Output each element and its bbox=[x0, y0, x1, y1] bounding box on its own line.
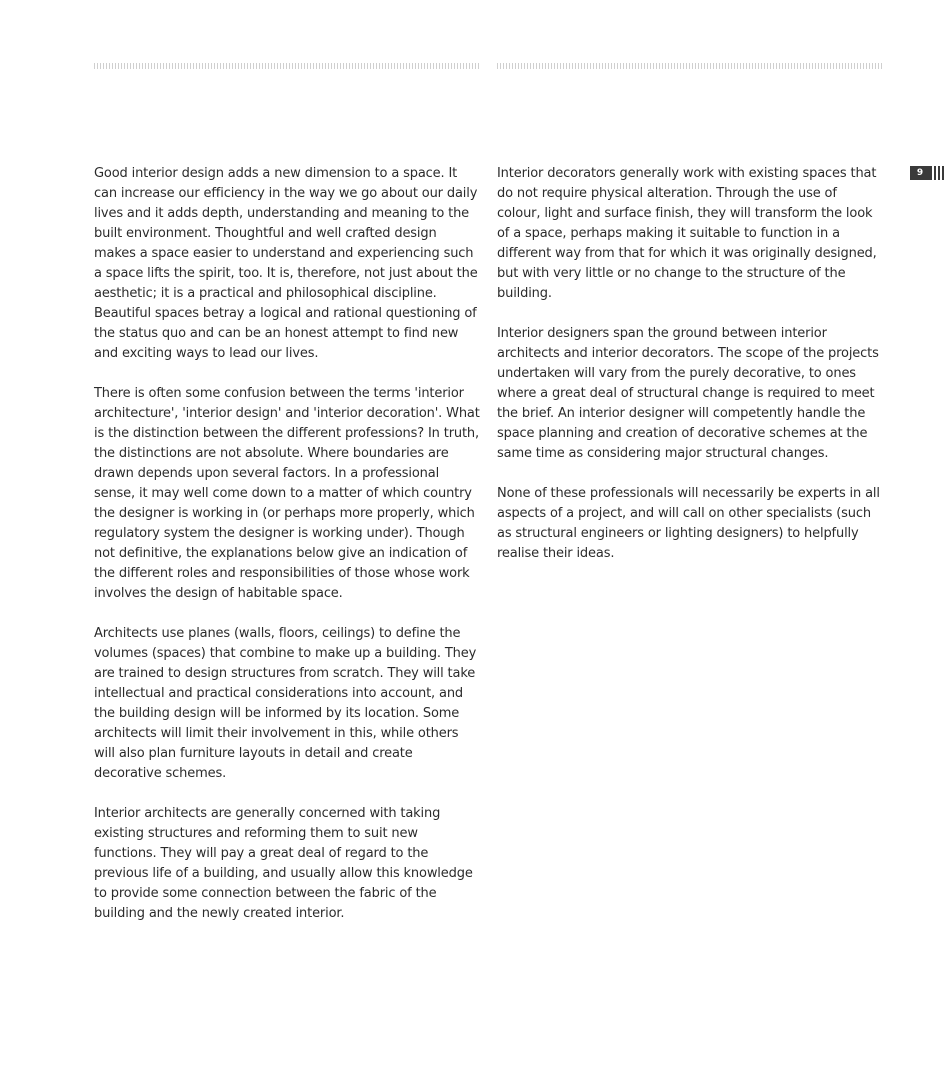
paragraph: Good interior design adds a new dimension to a space. It can increase our efficiency in the way we go about our daily lives and it adds depth, understanding and meaning to the built environment. Thoughtful and well crafted design makes a space easier to understand and experiencing such a space lifts the spirit, too. It is, therefore, not just about the aesthetic; it is a practical and philosophical discipline. Beautiful spaces betray a logical and rational questioning of the status quo and can be an honest attempt to find new and exciting ways to lead our lives. bbox=[94, 166, 478, 361]
page-tab-stripes bbox=[930, 166, 945, 180]
right-text-column bbox=[497, 164, 883, 584]
header-rule-left bbox=[94, 63, 480, 69]
page-tab bbox=[910, 166, 945, 180]
header-rule-right bbox=[497, 63, 883, 69]
left-text-column bbox=[94, 164, 480, 944]
paragraph: None of these professionals will necessarily be experts in all aspects of a project, and will call on other specialists (such as structural engineers or lighting designers) to helpfully realise their ideas. bbox=[497, 486, 880, 561]
paragraph: Interior designers span the ground between interior architects and interior decorators. The scope of the projects undertaken will vary from the purely decorative, to ones where a great deal of structural change is required to meet the brief. An interior designer will competently handle the space planning and creation of decorative schemes at the same time as considering major structural changes. bbox=[497, 326, 879, 461]
paragraph: There is often some confusion between the terms 'interior architecture', 'interior design' and 'interior decoration'. What is the distinction between the different professions? In truth, the distinctions are not absolute. Where boundaries are drawn depends upon several factors. In a professional sense, it may well come down to a matter of which country the designer is working in (or perhaps more properly, which regulatory system the designer is working under). Though not definitive, the explanations below give an indication of the different roles and responsibilities of those whose work involves the design of habitable space. bbox=[94, 386, 480, 601]
paragraph: Architects use planes (walls, floors, ceilings) to define the volumes (spaces) that combine to make up a building. They are trained to design structures from scratch. They will take intellectual and practical considerations into account, and the building design will be informed by its location. Some architects will limit their involvement in this, while others will also plan furniture layouts in detail and create decorative schemes. bbox=[94, 626, 477, 781]
page-number: 9 bbox=[910, 166, 930, 180]
paragraph: Interior decorators generally work with existing spaces that do not require physical alteration. Through the use of colour, light and surface finish, they will transform the look of a space, perhaps making it suitable to function in a different way from that for which it was originally designed, but with very little or no change to the structure of the building. bbox=[497, 166, 877, 301]
paragraph: Interior architects are generally concerned with taking existing structures and reforming them to suit new functions. They will pay a great deal of regard to the previous life of a building, and usually allow this knowledge to provide some connection between the fabric of the building and the newly created interior. bbox=[94, 806, 473, 921]
